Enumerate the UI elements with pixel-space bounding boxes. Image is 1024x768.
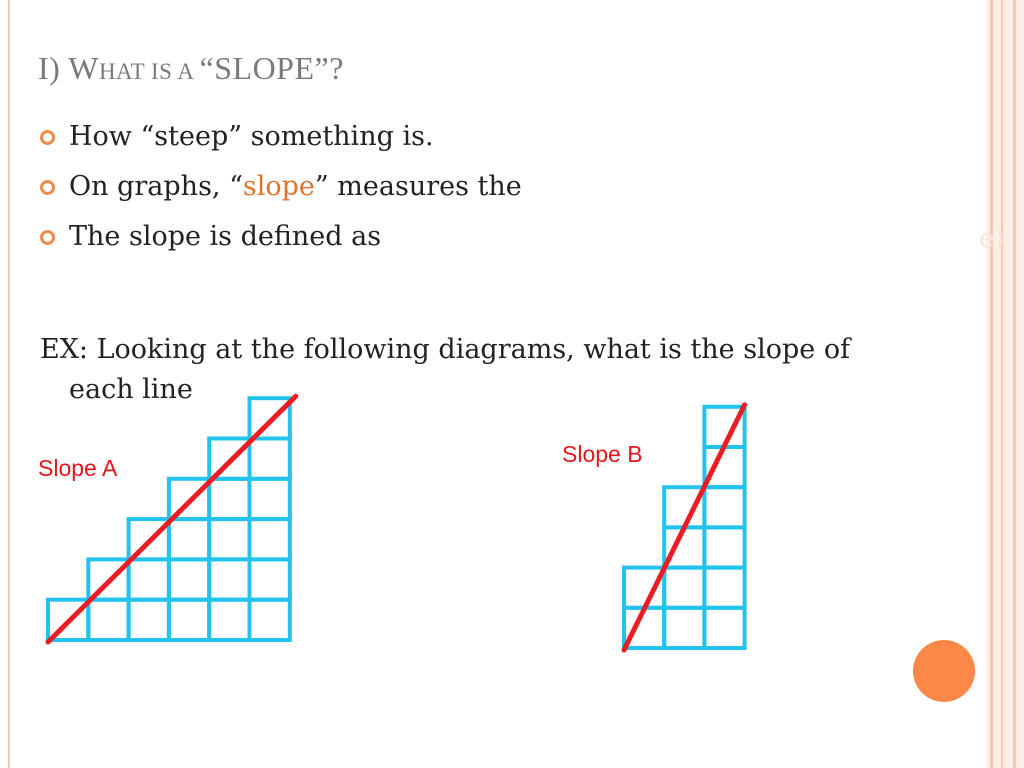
grid-square	[704, 527, 744, 567]
grid-square	[250, 600, 290, 640]
grid-square	[209, 600, 249, 640]
grid-square	[209, 559, 249, 599]
grid-square	[250, 439, 290, 479]
grid-square	[664, 608, 704, 648]
grid-square	[169, 559, 209, 599]
slope-a-label: Slope A	[38, 455, 118, 481]
grid-square	[704, 568, 744, 608]
grid-square	[624, 568, 664, 608]
grid-square	[169, 600, 209, 640]
grid-square	[169, 519, 209, 559]
bullet-text: On graphs, “	[69, 171, 243, 202]
grid-square	[129, 600, 169, 640]
grid-square	[129, 559, 169, 599]
faint-hidden-text: e)	[979, 224, 1005, 254]
grid-square	[664, 568, 704, 608]
title-part-small-caps: HAT IS A	[98, 59, 200, 84]
grid-square	[209, 479, 249, 519]
staircase-diagram-a	[48, 396, 296, 642]
highlighted-word: slope	[242, 171, 315, 202]
slope-b-label: Slope B	[562, 441, 643, 467]
title-part: I) W	[38, 50, 99, 86]
bullet-text: The slope is defined as	[69, 221, 382, 252]
grid-square	[209, 519, 249, 559]
bullet-text: ” measures the	[314, 171, 522, 202]
grid-square	[704, 487, 744, 527]
grid-square	[704, 608, 744, 648]
grid-square	[250, 559, 290, 599]
example-line: EX: Looking at the following diagrams, what is the slope of	[40, 334, 851, 365]
grid-square	[250, 519, 290, 559]
grid-square	[704, 447, 744, 487]
title-part: “SLOPE”?	[199, 50, 344, 86]
grid-square	[250, 479, 290, 519]
staircase-diagram-b	[624, 405, 745, 650]
example-line: each line	[69, 374, 193, 405]
bullet-text: How “steep” something is.	[69, 121, 434, 152]
decorative-orange-circle	[913, 640, 975, 702]
grid-square	[250, 398, 290, 438]
grid-square	[88, 600, 128, 640]
